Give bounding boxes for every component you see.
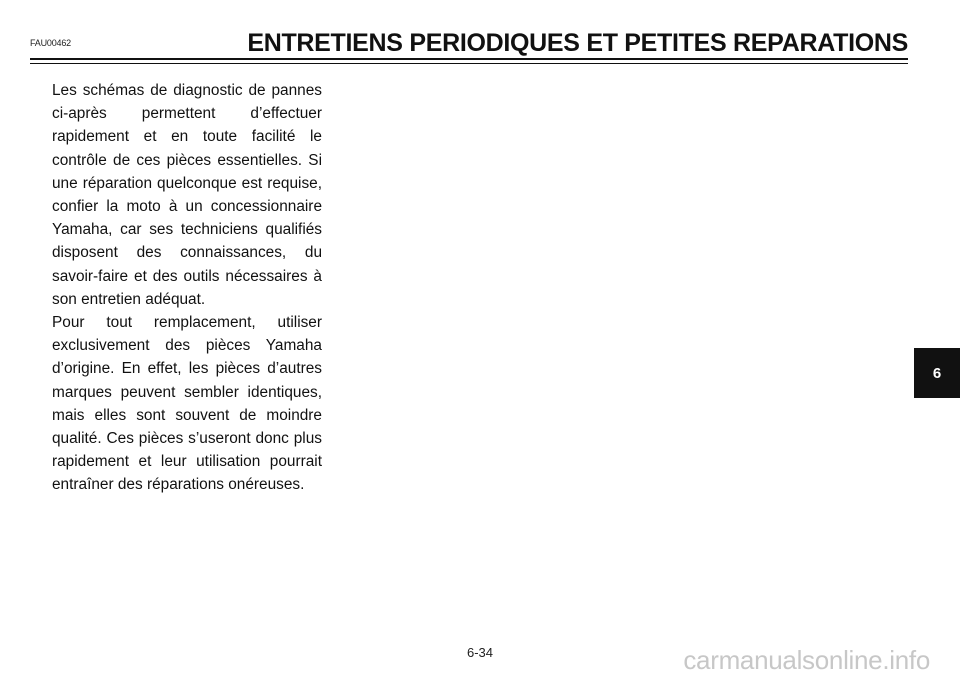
header-rule-thin — [30, 63, 908, 64]
section-title: ENTRETIENS PERIODIQUES ET PETITES REPARATIONS — [247, 29, 908, 57]
paragraph-2: Pour tout remplacement, utiliser exclusivement des pièces Yamaha d’origine. En effet, les pièces d’autres marques peuvent sembler identiques, mais elles sont souvent de moindre qualité. Ces pièces s’useront donc plus rapidement et leur utilisation pourrait entraîner des réparations onéreuses. — [52, 314, 322, 494]
document-code: FAU00462 — [30, 38, 71, 48]
body-text — [52, 79, 322, 497]
page-number: 6-34 — [466, 645, 494, 660]
header-rule-thick — [30, 58, 908, 60]
paragraph-1: Les schémas de diagnostic de pannes ci-après permettent d’effectuer rapidement et en toute facilité le contrôle de ces pièces essentielles. Si une réparation quelconque est requise, confier la moto à un concessionnaire Yamaha, car ses techniciens qualifiés disposent des connaissances, du savoir-faire et des outils nécessaires à son entretien adéquat. — [52, 82, 322, 308]
watermark: carmanualsonline.info — [683, 645, 930, 675]
chapter-tab: 6 — [914, 348, 960, 398]
